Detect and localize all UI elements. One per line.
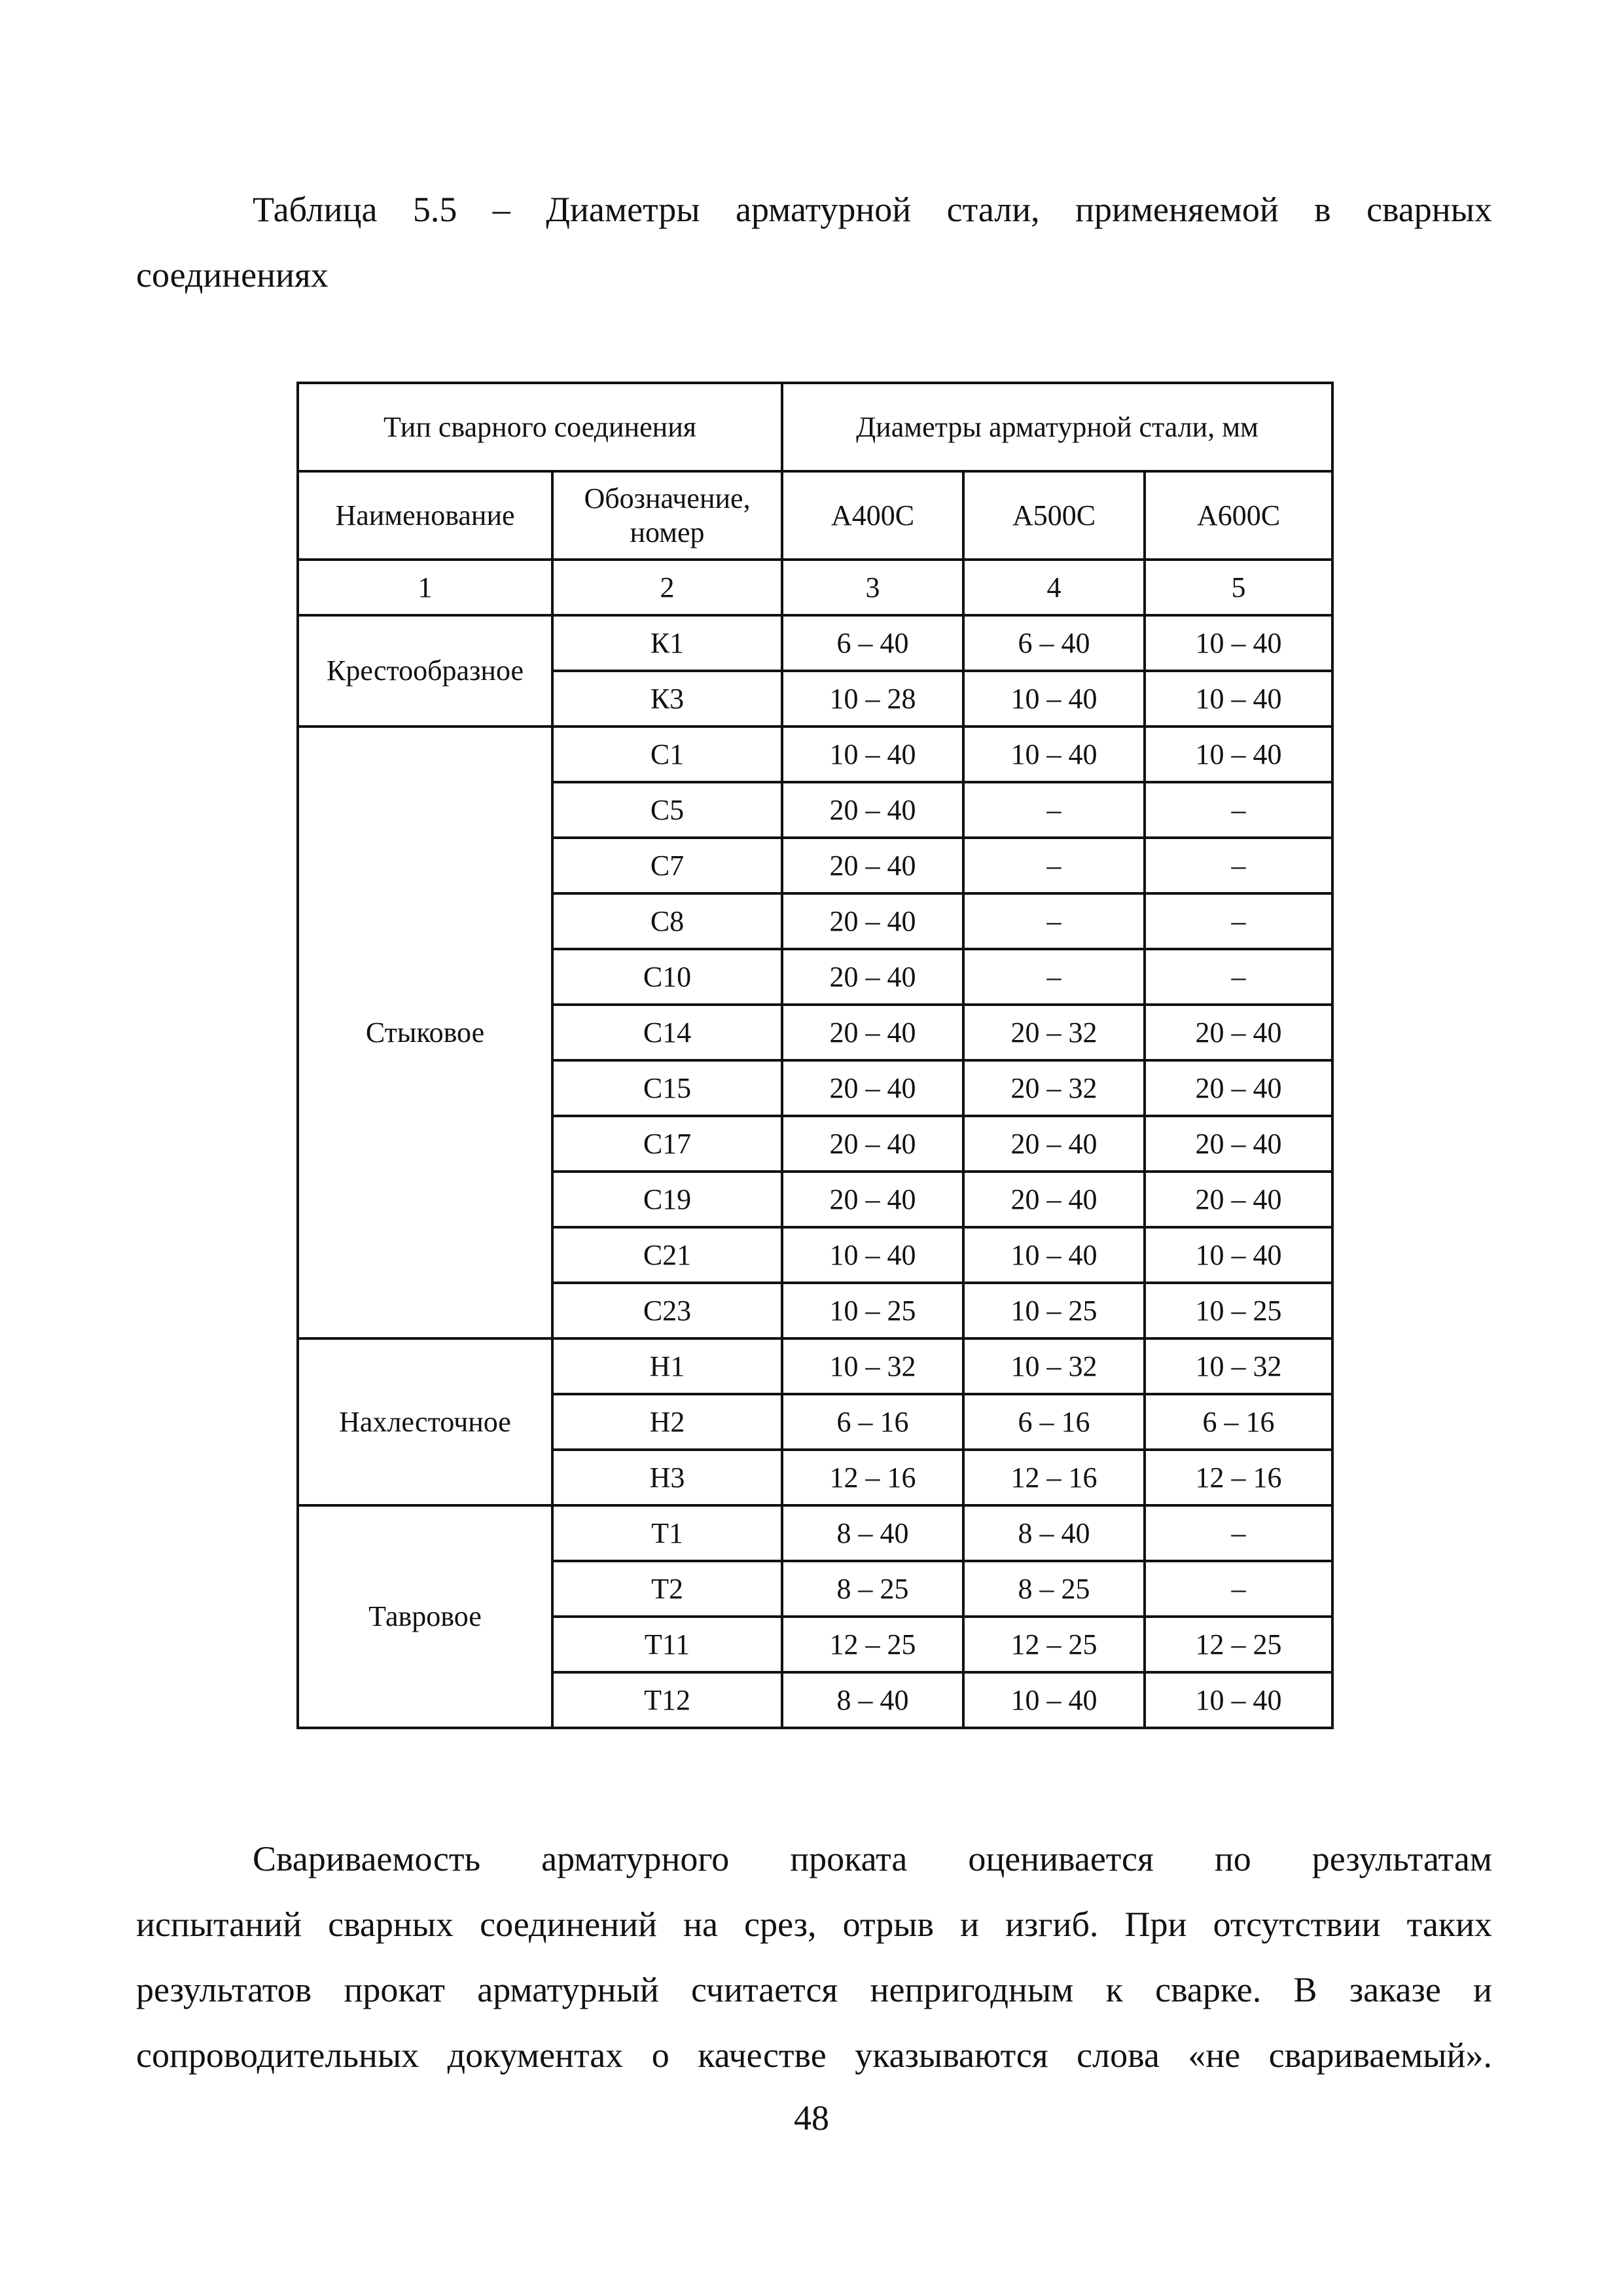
column-number: 4 [963, 560, 1145, 615]
a500c-cell: 20 – 32 [963, 1060, 1145, 1116]
a500c-cell: 10 – 40 [963, 1227, 1145, 1283]
a500c-cell: 10 – 40 [963, 671, 1145, 726]
a400c-cell: 20 – 40 [782, 782, 963, 838]
a500c-cell: 6 – 40 [963, 615, 1145, 671]
a400c-cell: 8 – 40 [782, 1505, 963, 1561]
a600c-cell: 20 – 40 [1145, 1005, 1332, 1060]
a600c-cell: 20 – 40 [1145, 1172, 1332, 1227]
a600c-cell: 10 – 40 [1145, 615, 1332, 671]
a500c-cell: 10 – 40 [963, 1672, 1145, 1728]
designation-cell: Т2 [552, 1561, 782, 1617]
a600c-cell: 10 – 40 [1145, 1227, 1332, 1283]
column-number: 3 [782, 560, 963, 615]
designation-cell: С17 [552, 1116, 782, 1172]
header-name: Наименование [298, 471, 552, 560]
a600c-cell: – [1145, 949, 1332, 1005]
a500c-cell: 20 – 40 [963, 1172, 1145, 1227]
a400c-cell: 8 – 40 [782, 1672, 963, 1728]
header-a500c: А500С [963, 471, 1145, 560]
designation-cell: К3 [552, 671, 782, 726]
paragraph-line: сопроводительных документах о качестве указываются слова «не свариваемый». [136, 2036, 1492, 2075]
body-paragraph [136, 1826, 1492, 2088]
a600c-cell: 20 – 40 [1145, 1116, 1332, 1172]
designation-cell: С14 [552, 1005, 782, 1060]
caption-line-2: соединениях [136, 255, 329, 295]
header-a400c: А400С [782, 471, 963, 560]
a500c-cell: 12 – 25 [963, 1617, 1145, 1672]
a400c-cell: 20 – 40 [782, 893, 963, 949]
paragraph-line: результатов прокат арматурный считается непригодным к сварке. В заказе и [136, 1970, 1492, 2009]
designation-cell: Н3 [552, 1450, 782, 1505]
designation-cell: С15 [552, 1060, 782, 1116]
designation-cell: С7 [552, 838, 782, 893]
a400c-cell: 6 – 16 [782, 1394, 963, 1450]
table-row [298, 615, 1332, 671]
weld-type-name: Стыковое [298, 726, 552, 1338]
column-number: 5 [1145, 560, 1332, 615]
a500c-cell: 8 – 40 [963, 1505, 1145, 1561]
a600c-cell: – [1145, 893, 1332, 949]
a500c-cell: – [963, 782, 1145, 838]
a600c-cell: 10 – 25 [1145, 1283, 1332, 1338]
table-row [298, 726, 1332, 782]
a500c-cell: 20 – 40 [963, 1116, 1145, 1172]
a400c-cell: 12 – 25 [782, 1617, 963, 1672]
a500c-cell: – [963, 893, 1145, 949]
a600c-cell: – [1145, 838, 1332, 893]
table-row [298, 1505, 1332, 1561]
designation-cell: С10 [552, 949, 782, 1005]
column-numbers-row [298, 560, 1332, 615]
header-rebar-diameters: Диаметры арматурной стали, мм [782, 383, 1332, 471]
paragraph-line: Свариваемость арматурного проката оценивается по результатам [253, 1839, 1492, 1878]
a400c-cell: 20 – 40 [782, 1060, 963, 1116]
a400c-cell: 10 – 25 [782, 1283, 963, 1338]
designation-cell: С21 [552, 1227, 782, 1283]
weld-type-name: Нахлесточное [298, 1338, 552, 1505]
a400c-cell: 8 – 25 [782, 1561, 963, 1617]
a400c-cell: 20 – 40 [782, 1005, 963, 1060]
designation-cell: Н2 [552, 1394, 782, 1450]
designation-cell: С19 [552, 1172, 782, 1227]
table-caption [136, 177, 1492, 308]
column-number: 1 [298, 560, 552, 615]
designation-cell: С23 [552, 1283, 782, 1338]
paragraph-line: испытаний сварных соединений на срез, отрыв и изгиб. При отсутствии таких [136, 1905, 1492, 1944]
designation-cell: Т12 [552, 1672, 782, 1728]
a600c-cell: 12 – 25 [1145, 1617, 1332, 1672]
designation-cell: С1 [552, 726, 782, 782]
a600c-cell: – [1145, 1505, 1332, 1561]
a500c-cell: 20 – 32 [963, 1005, 1145, 1060]
a400c-cell: 10 – 32 [782, 1338, 963, 1394]
designation-cell: С8 [552, 893, 782, 949]
caption-line-1: Таблица 5.5 – Диаметры арматурной стали, применяемой в сварных [253, 190, 1492, 229]
a500c-cell: – [963, 838, 1145, 893]
a600c-cell: 10 – 40 [1145, 671, 1332, 726]
a400c-cell: 20 – 40 [782, 1172, 963, 1227]
a600c-cell: – [1145, 782, 1332, 838]
weld-type-name: Тавровое [298, 1505, 552, 1728]
a600c-cell: 10 – 40 [1145, 1672, 1332, 1728]
column-number: 2 [552, 560, 782, 615]
designation-cell: С5 [552, 782, 782, 838]
a400c-cell: 10 – 28 [782, 671, 963, 726]
a500c-cell: 6 – 16 [963, 1394, 1145, 1450]
a600c-cell: 10 – 32 [1145, 1338, 1332, 1394]
a400c-cell: 10 – 40 [782, 1227, 963, 1283]
a600c-cell: 12 – 16 [1145, 1450, 1332, 1505]
header-weld-type: Тип сварного соединения [298, 383, 782, 471]
page-number: 48 [794, 2098, 829, 2138]
designation-cell: Т1 [552, 1505, 782, 1561]
a400c-cell: 6 – 40 [782, 615, 963, 671]
header-a600c: А600С [1145, 471, 1332, 560]
a500c-cell: 12 – 16 [963, 1450, 1145, 1505]
a400c-cell: 20 – 40 [782, 1116, 963, 1172]
a500c-cell: – [963, 949, 1145, 1005]
a400c-cell: 10 – 40 [782, 726, 963, 782]
a400c-cell: 12 – 16 [782, 1450, 963, 1505]
weld-type-name: Крестообразное [298, 615, 552, 726]
a600c-cell: 20 – 40 [1145, 1060, 1332, 1116]
a600c-cell: – [1145, 1561, 1332, 1617]
designation-cell: Н1 [552, 1338, 782, 1394]
header-row-1 [298, 383, 1332, 471]
a400c-cell: 20 – 40 [782, 949, 963, 1005]
header-designation: Обозначение, номер [552, 471, 782, 560]
designation-cell: К1 [552, 615, 782, 671]
header-row-2 [298, 471, 1332, 560]
designation-cell: Т11 [552, 1617, 782, 1672]
a500c-cell: 10 – 40 [963, 726, 1145, 782]
a600c-cell: 6 – 16 [1145, 1394, 1332, 1450]
a400c-cell: 20 – 40 [782, 838, 963, 893]
a600c-cell: 10 – 40 [1145, 726, 1332, 782]
weld-diameters-table [296, 382, 1334, 1729]
a500c-cell: 8 – 25 [963, 1561, 1145, 1617]
a500c-cell: 10 – 25 [963, 1283, 1145, 1338]
table-row [298, 1338, 1332, 1394]
a500c-cell: 10 – 32 [963, 1338, 1145, 1394]
